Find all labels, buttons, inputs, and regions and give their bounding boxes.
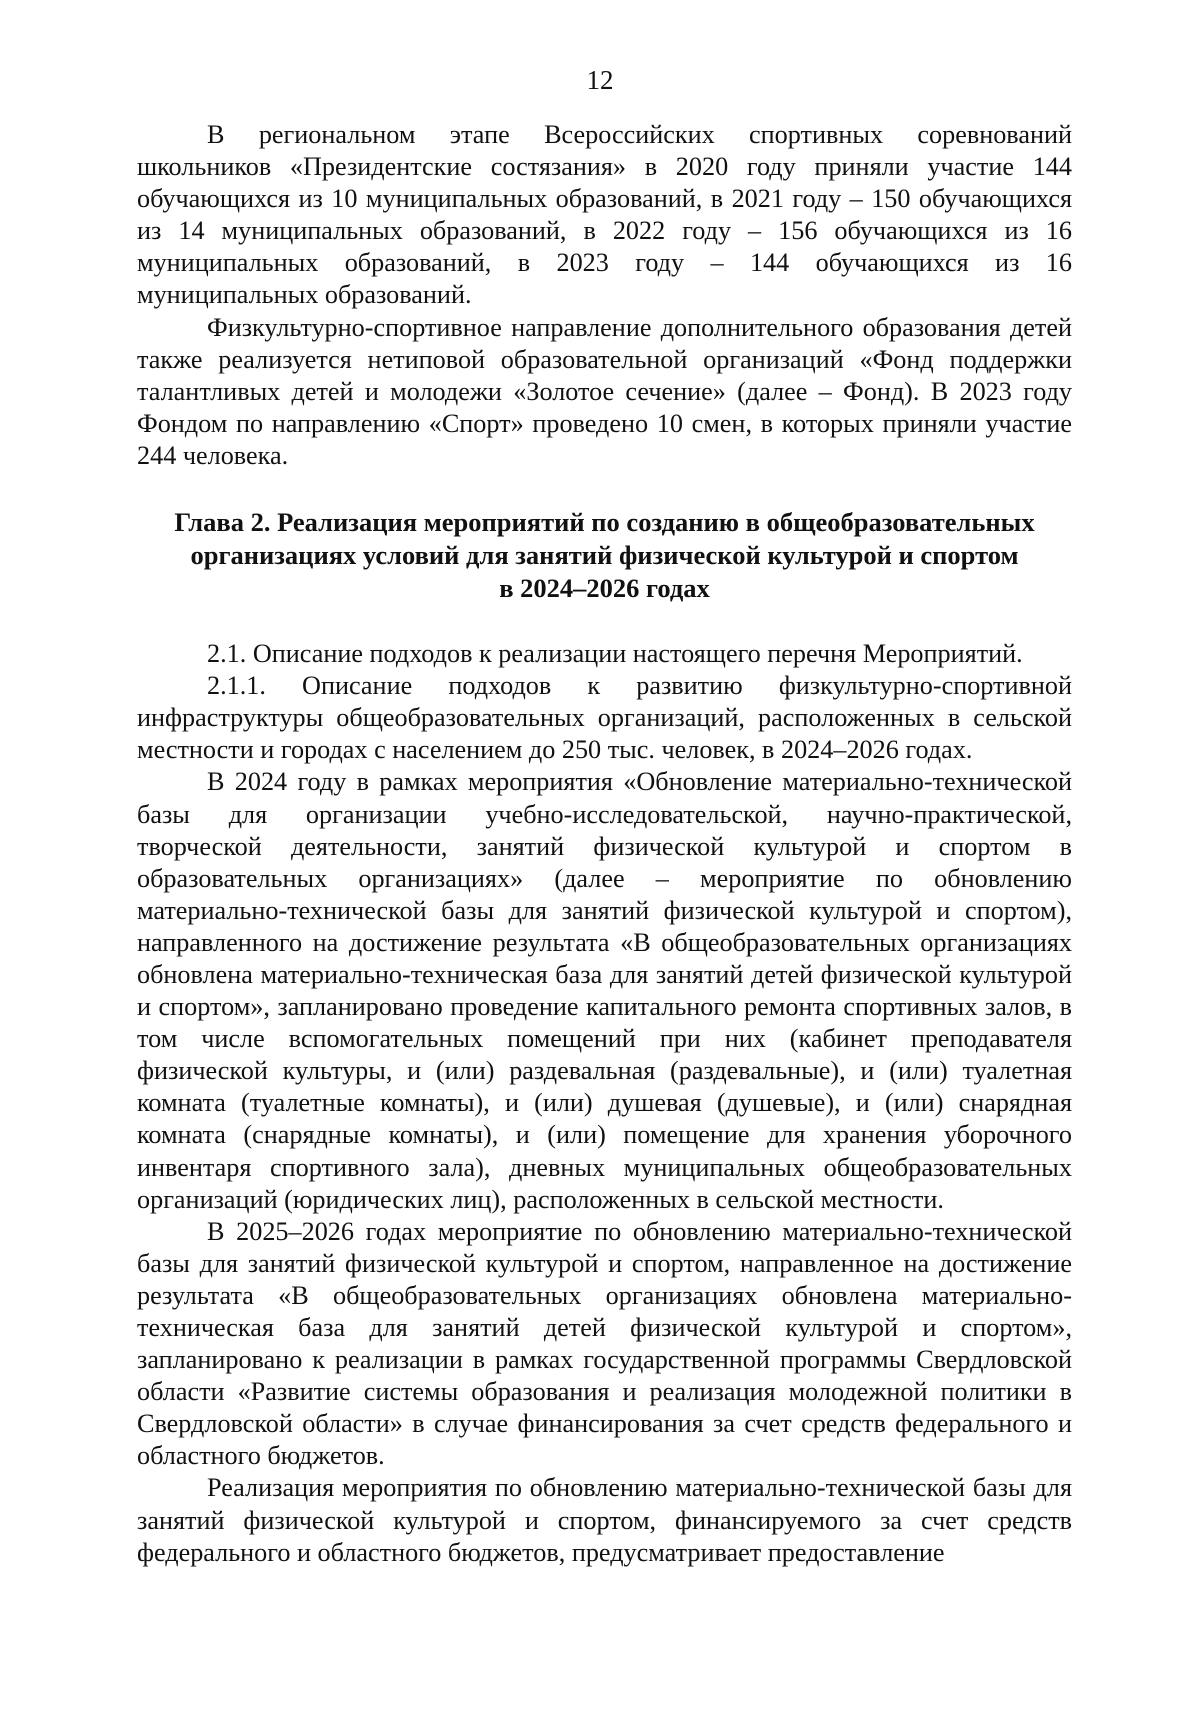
section-2-1-1: 2.1.1. Описание подходов к развитию физкультурно-спортивной инфраструктуры общеобразовательных организаций, расположенных в сельской местности и городах с населением до 250 тыс. человек, в 2024–2026 годах. xyxy=(137,671,1072,765)
paragraph-2025-2026-plan: В 2025–2026 годах мероприятие по обновлению материально-технической базы для занятий физической культурой и спортом, направленное на достижение результата «В общеобразовательных организациях обновлена материально-техническая база для занятий детей физической культурой и спортом», запланировано к реализации в рамках государственной программы Свердловской области «Развитие системы образования и реализация молодежной политики в Свердловской области» в случае финансирования за счет средств федерального и областного бюджетов. xyxy=(137,1216,1072,1471)
paragraph-funding: Реализация мероприятия по обновлению материально-технической базы для занятий физической культурой и спортом, финансируемого за счет средств федерального и областного бюджетов, предусматривает предоставление xyxy=(137,1473,1072,1567)
document-body xyxy=(137,119,1072,1569)
page-number: 12 xyxy=(586,65,614,95)
paragraph-2024-plan: В 2024 году в рамках мероприятия «Обновление материально-технической базы для организации учебно-исследовательской, научно-практической, творческой деятельности, занятий физической культурой и спортом в образовательных организациях» (далее – мероприятие по обновлению материально-технической базы для занятий физической культурой и спортом), направленного на достижение результата «В общеобразовательных организациях обновлена материально-техническая база для занятий детей физической культурой и спортом», запланировано проведение капитального ремонта спортивных залов, в том числе вспомогательных помещений при них (кабинет преподавателя физической культуры, и (или) раздевальная (раздевальные), и (или) туалетная комната (туалетные комнаты), и (или) душевая (душевые), и (или) снарядная комната (снарядные комнаты), и (или) помещение для хранения уборочного инвентаря спортивного зала), дневных муниципальных общеобразовательных организаций (юридических лиц), расположенных в сельской местности. xyxy=(137,767,1072,1214)
chapter-heading-line: организациях условий для занятий физической культурой и спортом xyxy=(190,540,1019,571)
paragraph-fund: Физкультурно-спортивное направление дополнительного образования детей также реализуется нетиповой образовательной организаций «Фонд поддержки талантливых детей и молодежи «Золотое сечение» (далее – Фонд). В 2023 году Фондом по направлению «Спорт» проведено 10 смен, в которых приняли участие 244 человека. xyxy=(137,312,1072,470)
chapter-heading-line: Глава 2. Реализация мероприятий по созданию в общеобразовательных xyxy=(174,507,1035,538)
paragraph-competitions: В региональном этапе Всероссийских спортивных соревнований школьников «Президентские состязания» в 2020 году приняли участие 144 обучающихся из 10 муниципальных образований, в 2021 году – 150 обучающихся из 14 муниципальных образований, в 2022 году – 156 обучающихся из 16 муниципальных образований, в 2023 году – 144 обучающихся из 16 муниципальных образований. xyxy=(137,120,1072,310)
section-2-1: 2.1. Описание подходов к реализации настоящего перечня Мероприятий. xyxy=(207,639,1023,669)
chapter-heading-line: в 2024–2026 годах xyxy=(499,573,710,604)
chapter-heading xyxy=(137,506,1072,605)
